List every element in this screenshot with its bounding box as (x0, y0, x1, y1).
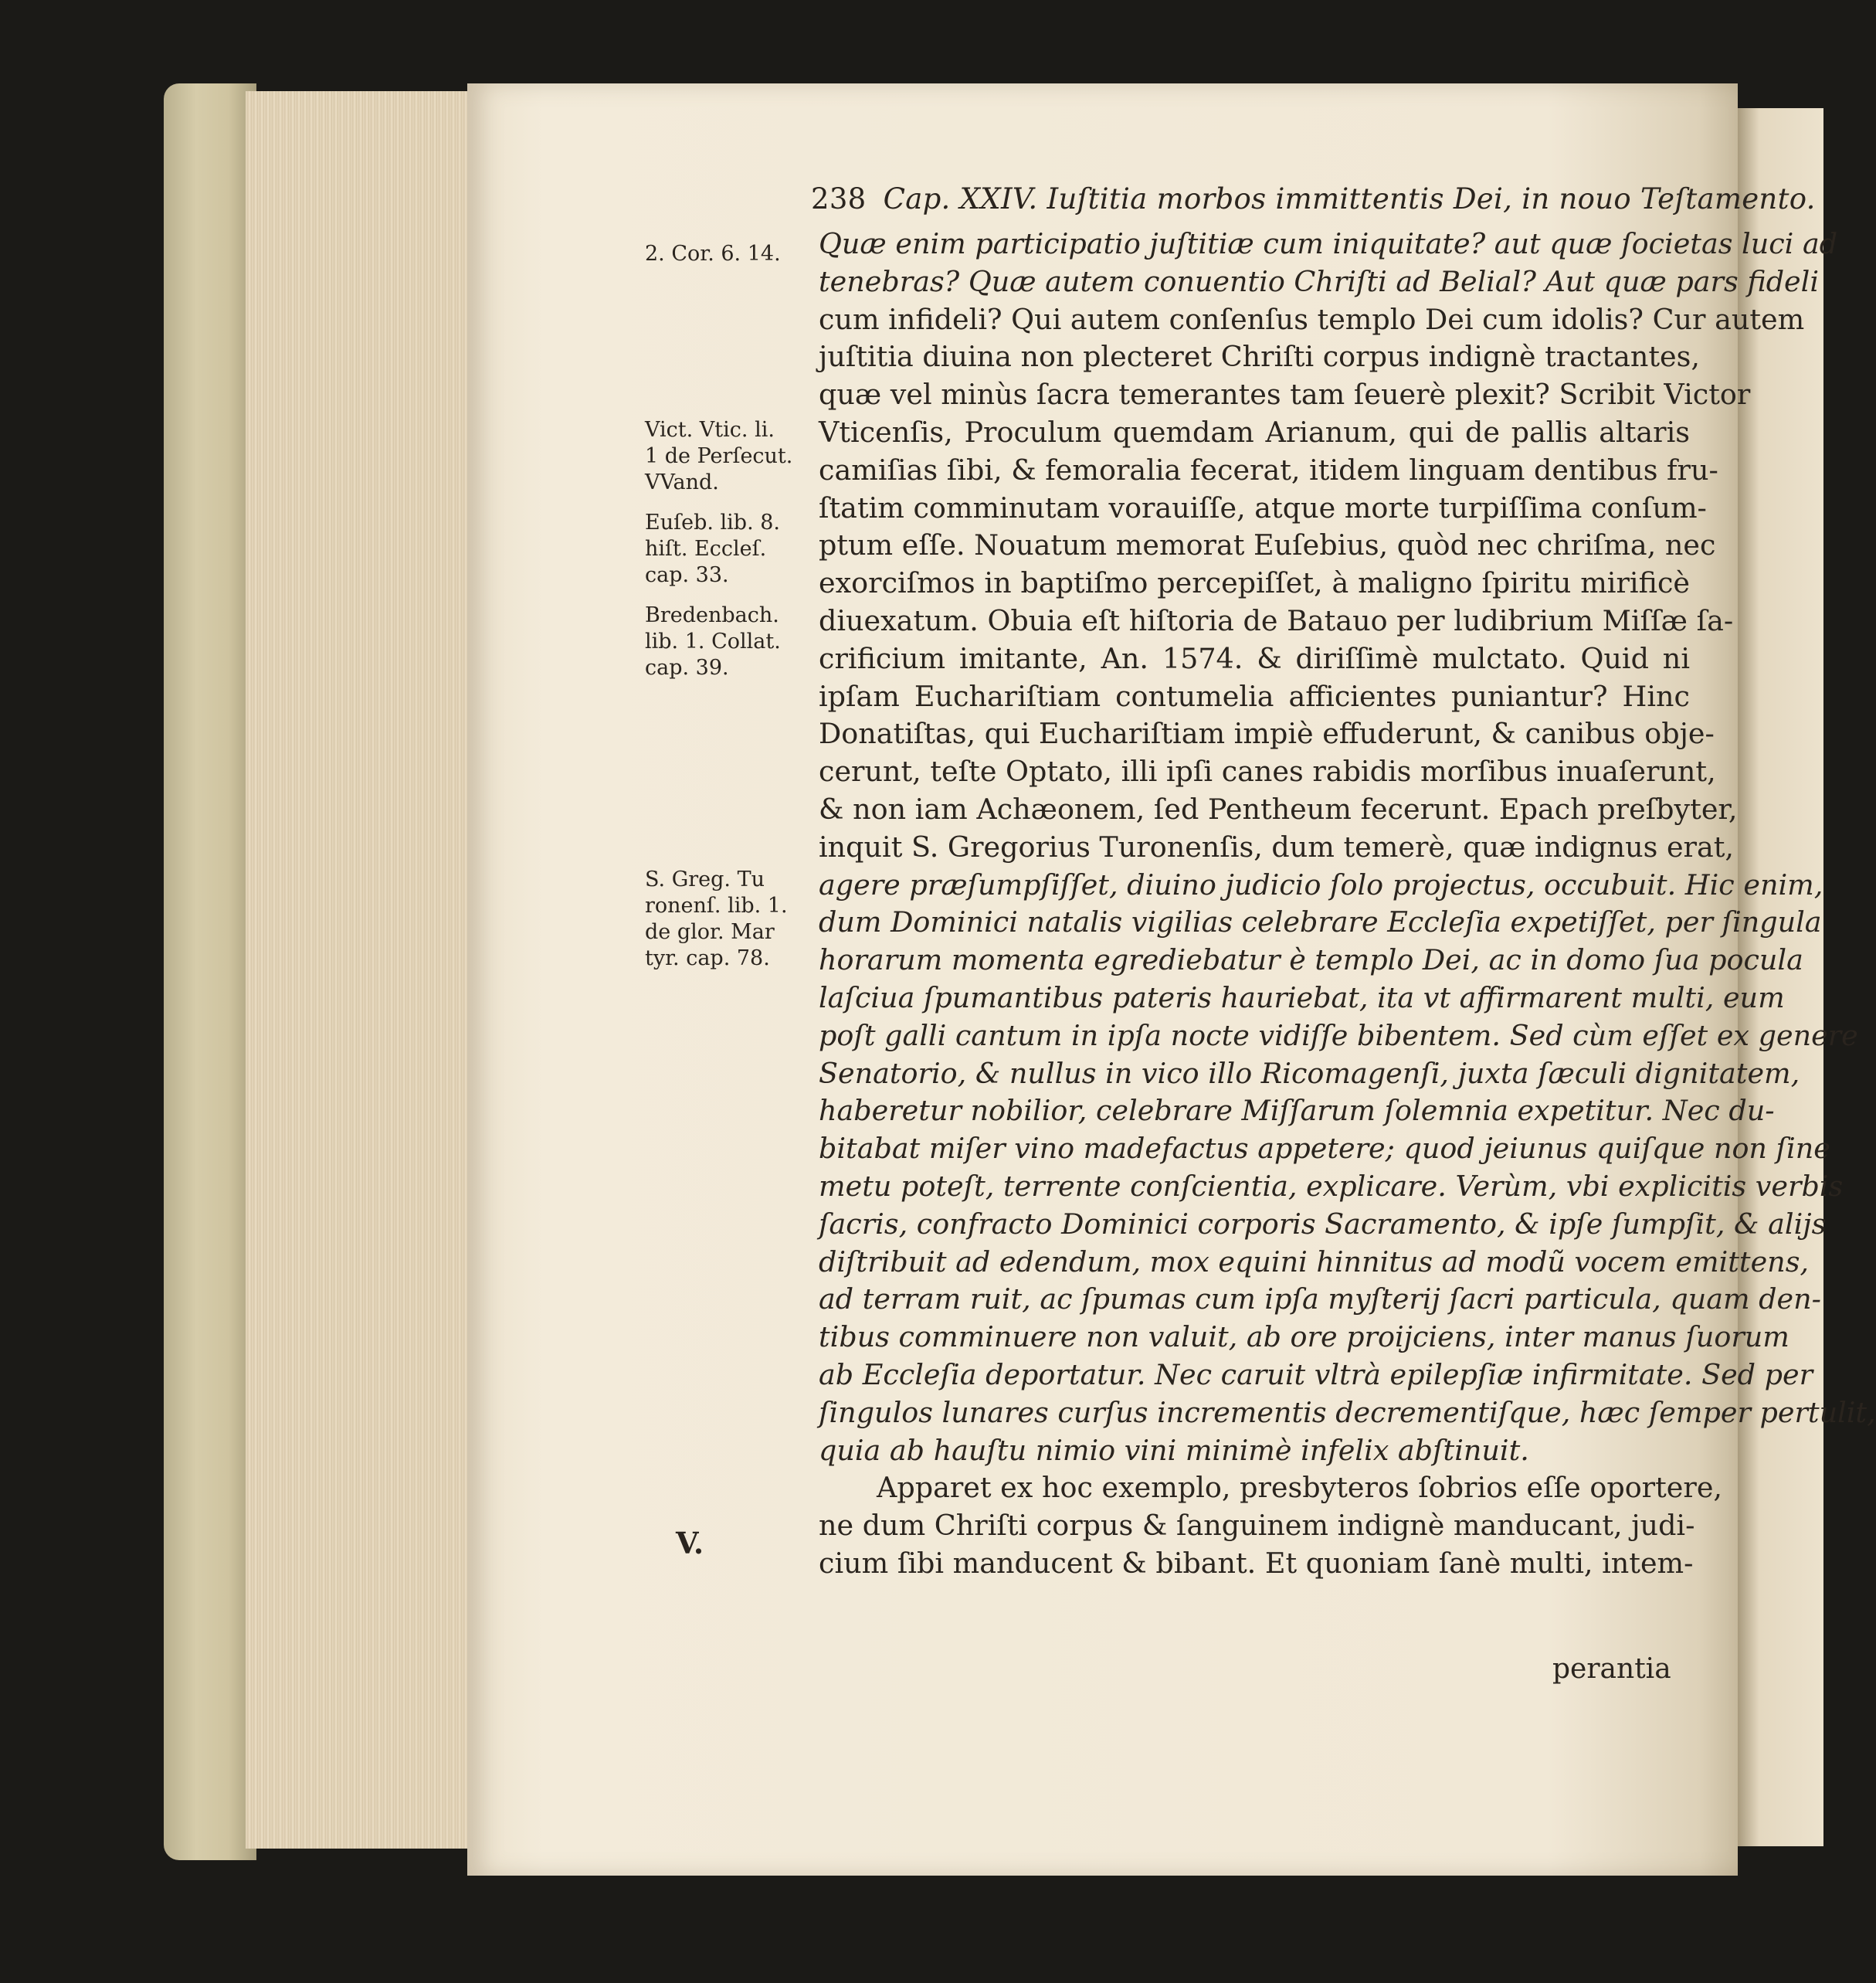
text-line: Vticenſis, Proculum quemdam Arianum, qui de pallis altaris (819, 415, 1690, 449)
running-header (811, 182, 1816, 216)
margin-note (645, 603, 799, 681)
margin-note (645, 510, 799, 589)
section-mark: V. (676, 1526, 704, 1560)
text-line: crificium imitante, An. 1574. & diriſſimè mulctato. Quid ni (819, 641, 1690, 675)
margin-note-line: 1 de Perſecut. (645, 444, 793, 468)
text-line: ab Eccleſia deportatur. Nec caruit vltrà epilepſiæ infirmitate. Sed per (819, 1357, 1813, 1391)
margin-note-line: S. Greg. Tu (645, 868, 765, 891)
text-line: cum infideli? Qui autem conſenſus templo Dei cum idolis? Cur autem (819, 302, 1805, 336)
text-line: ptum eſſe. Nouatum memorat Euſebius, quòd nec chriſma, nec (819, 528, 1716, 562)
text-line: diſtribuit ad edendum, mox equini hinnitus ad modũ vocem emittens, (819, 1244, 1810, 1278)
text-line: quæ vel minùs ſacra temerantes tam ſeuerè plexit? Scribit Victor (819, 378, 1751, 412)
text-line: ſingulos lunares curſus incrementis decrementiſque, hæc ſemper pertulit, (819, 1395, 1876, 1429)
text-line: quia ab hauſtu nimio vini minimè infelix abſtinuit. (819, 1433, 1529, 1467)
text-line: ipſam Euchariſtiam contumelia afficientes puniantur? Hinc (819, 679, 1690, 713)
text-line: poſt galli cantum in ipſa nocte vidiſſe bibentem. Sed cùm eſſet ex genere (819, 1018, 1858, 1052)
margin-note-line: de glor. Mar (645, 920, 775, 944)
text-line: ſacris, confracto Dominici corporis Sacramento, & ipſe ſumpſit, & alijs (819, 1207, 1827, 1241)
margin-note-line: lib. 1. Collat. (645, 630, 781, 654)
text-line: cium ſibi manducent & bibant. Et quoniam ſanè multi, intem- (819, 1546, 1694, 1580)
text-line: & non iam Achæonem, ſed Pentheum fecerunt. Epach preſbyter, (819, 792, 1738, 826)
text-line: dum Dominici natalis vigilias celebrare Eccleſia expetiſſet, per ſingula (819, 905, 1822, 939)
text-line: Apparet ex hoc exemplo, presbyteros ſobrios eſſe oportere, (877, 1471, 1723, 1505)
text-line: ne dum Chriſti corpus & ſanguinem indignè manducant, judi- (819, 1509, 1695, 1543)
margin-note-line: VVand. (645, 470, 719, 494)
text-line: camiſias ſibi, & femoralia fecerat, itidem linguam dentibus fru- (819, 453, 1718, 487)
text-line: inquit S. Gregorius Turonenſis, dum temerè, quæ indignus erat, (819, 830, 1735, 864)
running-title: Cap. XXIV. Iuſtitia morbos immittentis Dei, in nouo Teſtamento. (883, 182, 1816, 216)
text-line: horarum momenta egrediebatur è templo Dei, ac in domo ſua pocula (819, 943, 1803, 977)
margin-note-line: cap. 39. (645, 656, 729, 680)
margin-note-line: ronenſ. lib. 1. (645, 894, 788, 918)
text-line: cerunt, teſte Optato, illi ipſi canes rabidis morſibus inuaſerunt, (819, 755, 1716, 789)
text-line: Senatorio, & nullus in vico illo Ricomagenſi, juxta ſæculi dignitatem, (819, 1056, 1800, 1090)
margin-note (645, 417, 799, 496)
margin-note-line: 2. Cor. 6. 14. (645, 242, 781, 266)
text-line: diuexatum. Obuia eſt hiſtoria de Batauo per ludibrium Miſſæ ſa- (819, 603, 1734, 637)
text-line: bitabat miſer vino madefactus appetere; quod jeiunus quiſque non ſine (819, 1132, 1830, 1166)
text-line: Donatiſtas, qui Euchariſtiam impiè effuderunt, & canibus obje- (819, 717, 1715, 751)
text-line: haberetur nobilior, celebrare Miſſarum ſolemnia expetitur. Nec du- (819, 1094, 1775, 1128)
margin-note (645, 241, 799, 267)
margin-note (645, 867, 799, 972)
margin-note-line: Bredenbach. (645, 603, 779, 627)
page-number: 238 (811, 182, 867, 216)
margin-note-line: hiſt. Eccleſ. (645, 537, 767, 561)
text-line: agere præſumpſiſſet, diuino judicio ſolo projectus, occubuit. Hic enim, (819, 868, 1823, 902)
text-line: exorciſmos in baptiſmo percepiſſet, à maligno ſpiritu mirificè (819, 566, 1690, 600)
main-text-block (819, 226, 1876, 1583)
text-line: ad terram ruit, ac ſpumas cum ipſa myſterij ſacri particula, quam den- (819, 1282, 1821, 1316)
text-line: ſtatim comminutam vorauiſſe, atque morte turpiſſima conſum- (819, 491, 1707, 525)
text-line: tenebras? Quæ autem conuentio Chriſti ad Belial? Aut quæ pars fideli (819, 264, 1820, 298)
text-line: tibus comminuere non valuit, ab ore proijciens, inter manus ſuorum (819, 1320, 1789, 1354)
text-line: metu poteſt, terrente conſcientia, explicare. Verùm, vbi explicitis verbis (819, 1169, 1844, 1203)
margin-note-line: Vict. Vtic. li. (645, 418, 775, 442)
text-line: Quæ enim participatio juſtitiæ cum iniquitate? aut quæ ſocietas luci ad (819, 227, 1838, 260)
margin-note-line: cap. 33. (645, 563, 729, 587)
margin-note-line: tyr. cap. 78. (645, 946, 770, 970)
text-line: juſtitia diuina non plecteret Chriſti corpus indignè tractantes, (819, 340, 1700, 374)
text-line: laſciua ſpumantibus pateris hauriebat, ita vt affirmarent multi, eum (819, 980, 1785, 1014)
margin-note-line: Euſeb. lib. 8. (645, 511, 780, 535)
catchword: perantia (1552, 1653, 1671, 1685)
